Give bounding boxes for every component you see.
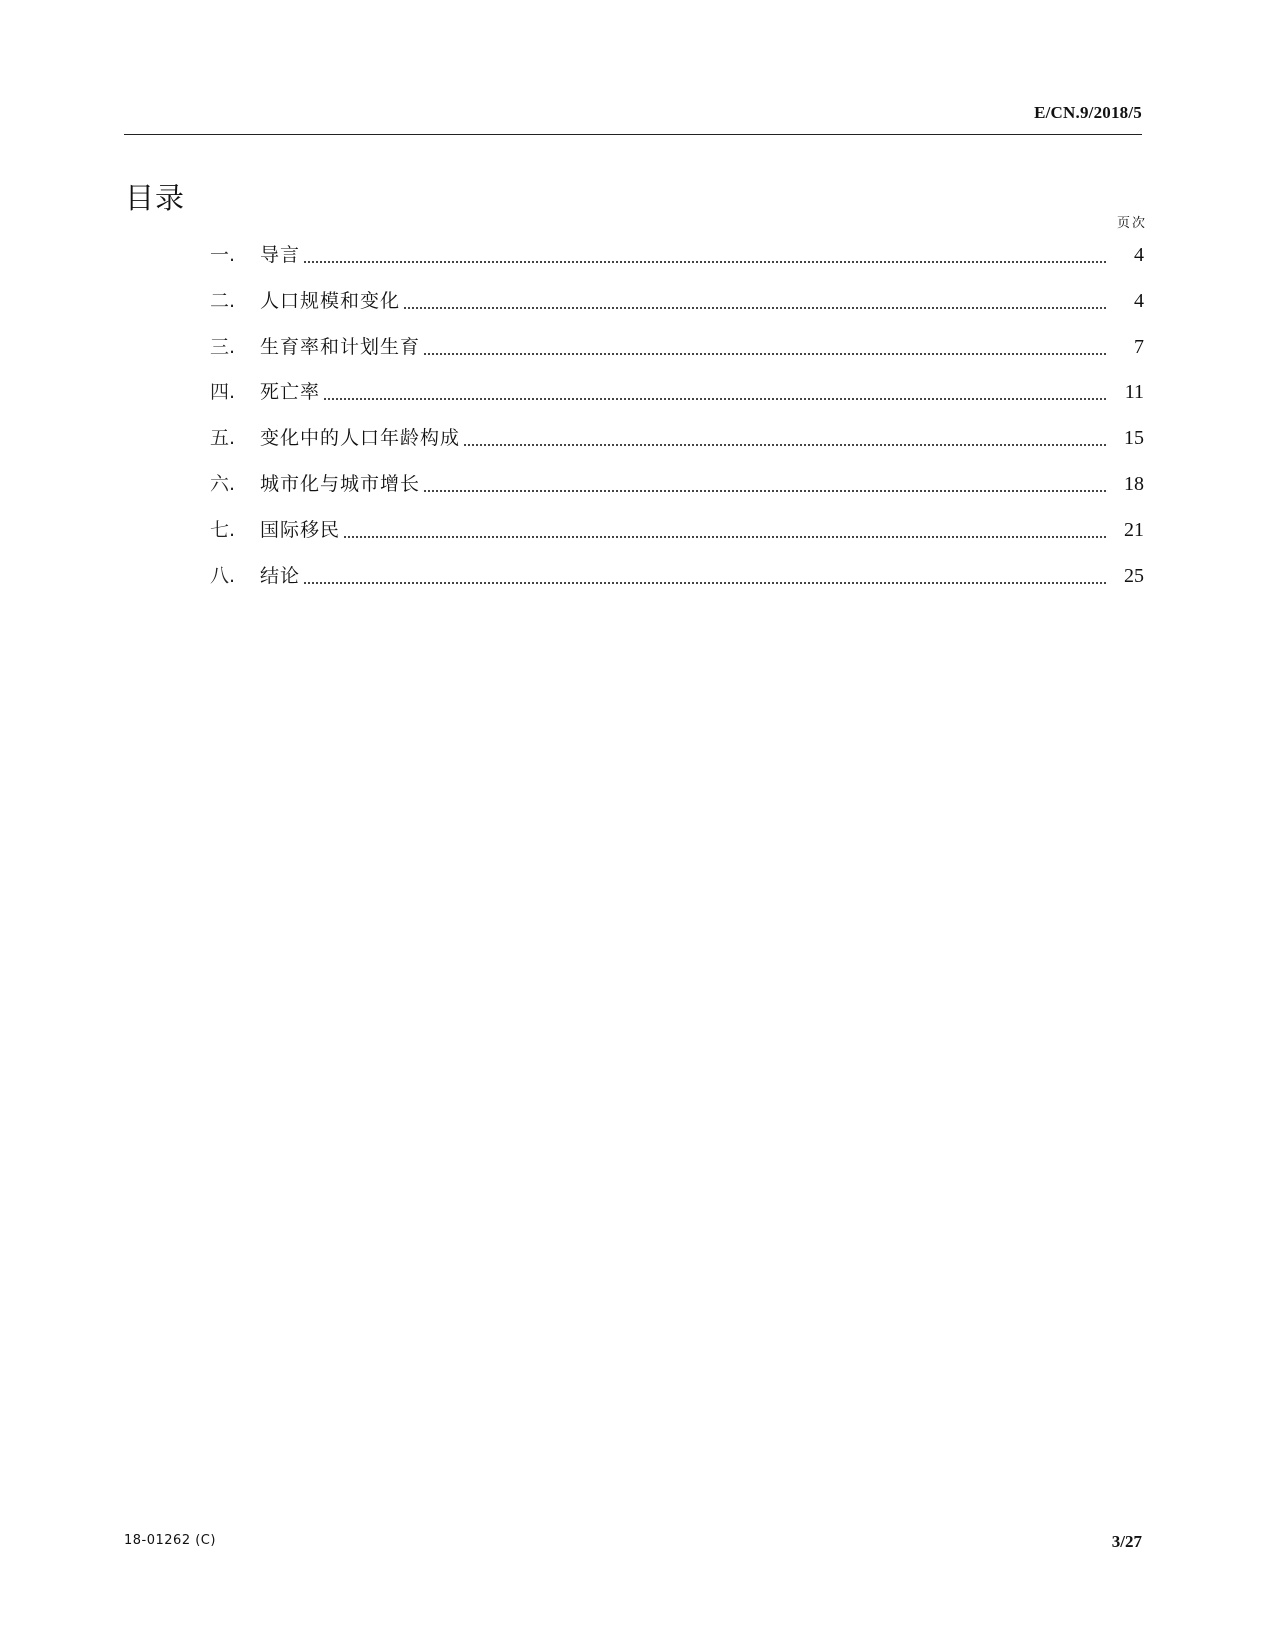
toc-dot-leader <box>324 380 1106 400</box>
toc-entry-title[interactable]: 城市化与城市增长 <box>260 472 421 495</box>
toc-entry-page: 21 <box>1124 518 1144 541</box>
footer-page-indicator: 3/27 <box>1111 1532 1142 1551</box>
toc-entry-number: 二. <box>210 289 236 312</box>
toc-entry-title[interactable]: 结论 <box>260 564 301 587</box>
toc-entry[interactable] <box>210 426 1144 472</box>
toc-list <box>210 243 1144 609</box>
toc-dot-leader <box>424 335 1106 355</box>
toc-dot-leader <box>304 243 1106 263</box>
toc-entry-number: 四. <box>210 381 236 404</box>
toc-entry[interactable] <box>210 289 1144 335</box>
toc-entry[interactable] <box>210 380 1144 426</box>
toc-entry-number: 五. <box>210 427 236 450</box>
toc-entry-number: 三. <box>210 335 236 358</box>
toc-entry-title[interactable]: 变化中的人口年龄构成 <box>260 427 461 450</box>
toc-entry-title[interactable]: 导言 <box>260 244 301 266</box>
toc-entry[interactable] <box>210 564 1144 610</box>
toc-dot-leader <box>344 518 1106 538</box>
toc-dot-leader <box>404 289 1106 309</box>
toc-entry-number: 七. <box>210 518 236 541</box>
toc-entry[interactable] <box>210 472 1144 518</box>
toc-entry-number: 一. <box>210 244 236 266</box>
toc-dot-leader <box>424 472 1106 492</box>
toc-entry-number: 六. <box>210 472 236 495</box>
document-symbol: E/CN.9/2018/5 <box>1034 103 1142 122</box>
footer-job-number: 18-01262 (C) <box>124 1533 216 1548</box>
toc-entry-title[interactable]: 生育率和计划生育 <box>260 335 421 358</box>
toc-entry-page: 15 <box>1124 427 1144 450</box>
toc-title: 目录 <box>125 181 186 216</box>
page-column-label: 页次 <box>1116 216 1147 231</box>
toc-entry-page: 18 <box>1124 472 1144 495</box>
toc-entry-page: 7 <box>1134 335 1144 358</box>
toc-entry-title[interactable]: 死亡率 <box>260 381 321 404</box>
toc-entry-title[interactable]: 人口规模和变化 <box>260 289 401 312</box>
header-divider <box>124 134 1142 135</box>
toc-dot-leader <box>304 564 1106 584</box>
toc-entry-page: 4 <box>1134 244 1144 266</box>
toc-entry-page: 4 <box>1134 289 1144 312</box>
toc-entry[interactable] <box>210 243 1144 289</box>
toc-dot-leader <box>464 426 1106 446</box>
toc-entry-page: 11 <box>1124 381 1144 404</box>
toc-entry[interactable] <box>210 335 1144 381</box>
toc-entry-page: 25 <box>1124 564 1144 587</box>
toc-entry-number: 八. <box>210 564 236 587</box>
toc-entry[interactable] <box>210 518 1144 564</box>
toc-entry-title[interactable]: 国际移民 <box>260 518 341 541</box>
